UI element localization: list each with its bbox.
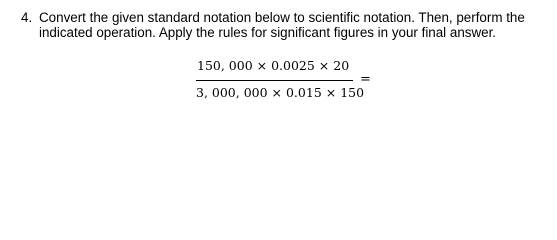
fraction-denominator: 3, 000, 000 × 0.015 × 150 <box>196 85 365 100</box>
question-prompt <box>39 10 554 40</box>
question-prompt-line-1: Convert the given standard notation below to scientific notation. Then, perform the <box>39 10 525 25</box>
fraction-bar <box>196 80 353 81</box>
question-number: 4. <box>21 10 33 25</box>
equals-sign: = <box>360 72 371 87</box>
fraction-numerator: 150, 000 × 0.0025 × 20 <box>197 58 350 73</box>
question-prompt-line-2: indicated operation. Apply the rules for significant figures in your final answer. <box>39 25 497 40</box>
